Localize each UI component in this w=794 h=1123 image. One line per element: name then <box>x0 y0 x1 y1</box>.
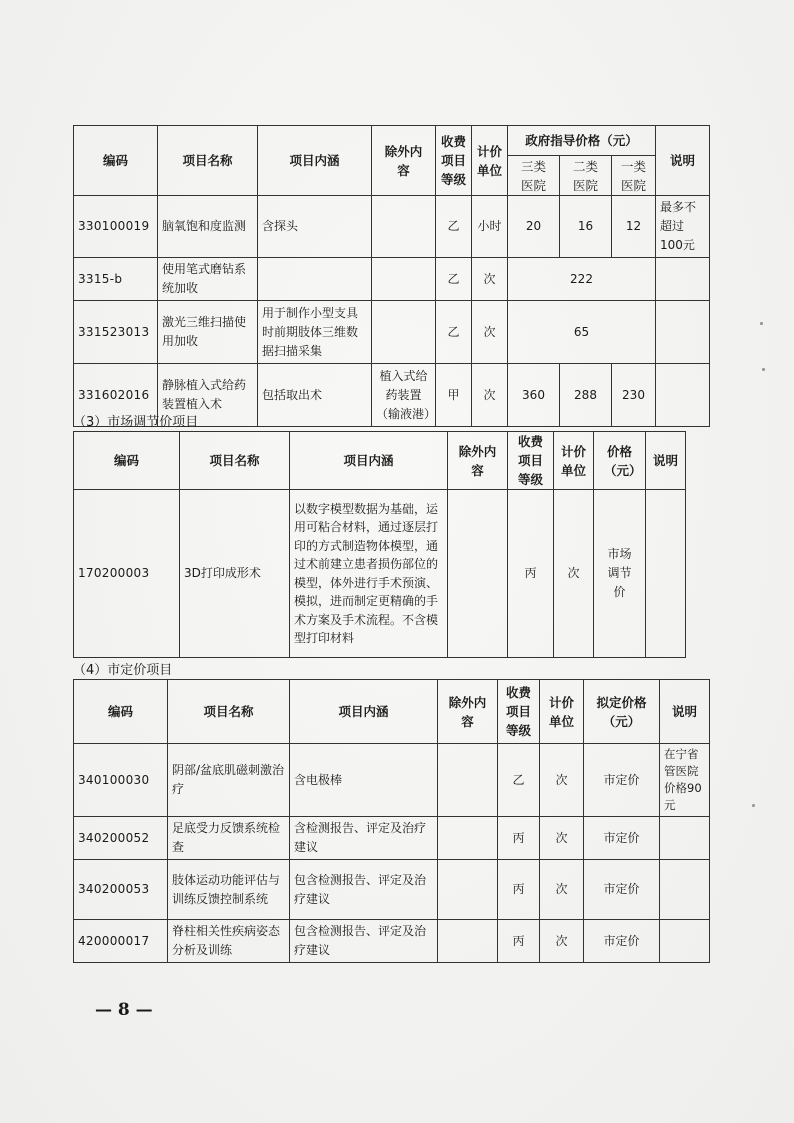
cell-price-merged: 222 <box>508 258 656 301</box>
section-title-market-price: （3）市场调节价项目 <box>73 415 199 430</box>
cell-unit: 次 <box>540 744 584 817</box>
cell-code: 331523013 <box>74 301 158 364</box>
header-note: 说明 <box>660 680 710 744</box>
cell-content: 含电极棒 <box>290 744 438 817</box>
header-tier2: 二类医院 <box>560 156 612 196</box>
cell-content <box>258 258 372 301</box>
cell-grade: 乙 <box>436 301 472 364</box>
cell-note <box>646 490 686 658</box>
cell-code: 340200052 <box>74 817 168 860</box>
cell-price: 市定价 <box>584 817 660 860</box>
header-unit: 计价单位 <box>540 680 584 744</box>
cell-content: 以数字模型数据为基础，运用可粘合材料，通过逐层打印的方式制造物体模型，通过术前建立患者损伤部位的模型，体外进行手术预演、模拟，进而制定更精确的手术方案及手术流程。不含模型打印材料 <box>290 490 448 658</box>
cell-excluded <box>372 301 436 364</box>
cell-excluded <box>438 744 498 817</box>
cell-name: 肢体运动功能评估与训练反馈控制系统 <box>168 860 290 920</box>
cell-name: 脊柱相关性疾病姿态分析及训练 <box>168 920 290 963</box>
cell-unit: 小时 <box>472 196 508 258</box>
header-price: 价格（元） <box>594 432 646 490</box>
cell-note <box>656 301 710 364</box>
cell-note: 最多不超过100元 <box>656 196 710 258</box>
cell-excluded: 植入式给药装置（输液港） <box>372 364 436 427</box>
cell-unit: 次 <box>540 860 584 920</box>
cell-price-tier1: 230 <box>612 364 656 427</box>
header-content: 项目内涵 <box>258 126 372 196</box>
cell-name: 激光三维扫描使用加收 <box>158 301 258 364</box>
scan-speck <box>760 322 763 325</box>
header-note: 说明 <box>646 432 686 490</box>
cell-excluded <box>438 860 498 920</box>
header-note: 说明 <box>656 126 710 196</box>
cell-unit: 次 <box>472 258 508 301</box>
cell-grade: 乙 <box>498 744 540 817</box>
cell-note: 在宁省管医院价格90元 <box>660 744 710 817</box>
header-grade: 收费项目等级 <box>436 126 472 196</box>
cell-price-merged: 65 <box>508 301 656 364</box>
table-row <box>74 744 710 817</box>
city-price-table <box>73 679 710 963</box>
cell-excluded <box>438 817 498 860</box>
scan-speck <box>762 368 765 371</box>
header-unit: 计价单位 <box>472 126 508 196</box>
cell-code: 330100019 <box>74 196 158 258</box>
cell-content: 包含检测报告、评定及治疗建议 <box>290 920 438 963</box>
cell-price: 市定价 <box>584 920 660 963</box>
cell-content: 包含检测报告、评定及治疗建议 <box>290 860 438 920</box>
cell-name: 足底受力反馈系统检查 <box>168 817 290 860</box>
cell-excluded <box>448 490 508 658</box>
table-row <box>74 817 710 860</box>
cell-unit: 次 <box>472 364 508 427</box>
table-row <box>74 920 710 963</box>
cell-content: 包括取出术 <box>258 364 372 427</box>
header-name: 项目名称 <box>180 432 290 490</box>
cell-price-tier3: 360 <box>508 364 560 427</box>
cell-note <box>660 860 710 920</box>
cell-excluded <box>372 196 436 258</box>
cell-name: 使用笔式磨钻系统加收 <box>158 258 258 301</box>
header-tier1: 一类医院 <box>612 156 656 196</box>
government-guided-price-table <box>73 125 710 427</box>
cell-code: 3315-b <box>74 258 158 301</box>
cell-grade: 丙 <box>498 817 540 860</box>
header-name: 项目名称 <box>158 126 258 196</box>
cell-price-tier2: 288 <box>560 364 612 427</box>
cell-price-tier3: 20 <box>508 196 560 258</box>
cell-excluded <box>438 920 498 963</box>
cell-grade: 甲 <box>436 364 472 427</box>
header-name: 项目名称 <box>168 680 290 744</box>
cell-code: 420000017 <box>74 920 168 963</box>
scan-speck <box>752 804 755 807</box>
cell-unit: 次 <box>540 817 584 860</box>
table-row <box>74 490 686 658</box>
cell-grade: 丙 <box>498 860 540 920</box>
header-code: 编码 <box>74 432 180 490</box>
header-excluded: 除外内容 <box>438 680 498 744</box>
page-number: — 8 — <box>95 1000 153 1020</box>
header-excluded: 除外内容 <box>372 126 436 196</box>
cell-unit: 次 <box>472 301 508 364</box>
cell-note <box>656 258 710 301</box>
cell-grade: 丙 <box>498 920 540 963</box>
cell-name: 静脉植入式给药装置植入术 <box>158 364 258 427</box>
cell-code: 170200003 <box>74 490 180 658</box>
header-code: 编码 <box>74 126 158 196</box>
header-code: 编码 <box>74 680 168 744</box>
cell-name: 3D打印成形术 <box>180 490 290 658</box>
table-row <box>74 196 710 258</box>
header-tier3: 三类医院 <box>508 156 560 196</box>
header-grade: 收费项目等级 <box>498 680 540 744</box>
header-grade: 收费项目等级 <box>508 432 554 490</box>
header-price-group: 政府指导价格（元） <box>508 126 656 156</box>
table-row <box>74 258 710 301</box>
cell-unit: 次 <box>554 490 594 658</box>
cell-code: 340100030 <box>74 744 168 817</box>
cell-price-tier1: 12 <box>612 196 656 258</box>
cell-note <box>660 817 710 860</box>
cell-note <box>656 364 710 427</box>
cell-code: 340200053 <box>74 860 168 920</box>
header-price: 拟定价格（元） <box>584 680 660 744</box>
table-row <box>74 301 710 364</box>
header-content: 项目内涵 <box>290 432 448 490</box>
market-price-table <box>73 431 686 658</box>
section-title-city-price: （4）市定价项目 <box>73 663 173 678</box>
cell-price: 市定价 <box>584 744 660 817</box>
cell-code: 331602016 <box>74 364 158 427</box>
cell-note <box>660 920 710 963</box>
cell-price-tier2: 16 <box>560 196 612 258</box>
header-unit: 计价单位 <box>554 432 594 490</box>
cell-content: 用于制作小型支具时前期肢体三维数据扫描采集 <box>258 301 372 364</box>
cell-price: 市场调节价 <box>594 490 646 658</box>
cell-grade: 乙 <box>436 258 472 301</box>
cell-price: 市定价 <box>584 860 660 920</box>
cell-content: 含探头 <box>258 196 372 258</box>
cell-grade: 丙 <box>508 490 554 658</box>
cell-content: 含检测报告、评定及治疗建议 <box>290 817 438 860</box>
header-content: 项目内涵 <box>290 680 438 744</box>
cell-excluded <box>372 258 436 301</box>
cell-name: 脑氧饱和度监测 <box>158 196 258 258</box>
cell-unit: 次 <box>540 920 584 963</box>
header-excluded: 除外内容 <box>448 432 508 490</box>
cell-name: 阴部/盆底肌磁刺激治疗 <box>168 744 290 817</box>
table-row <box>74 860 710 920</box>
cell-grade: 乙 <box>436 196 472 258</box>
